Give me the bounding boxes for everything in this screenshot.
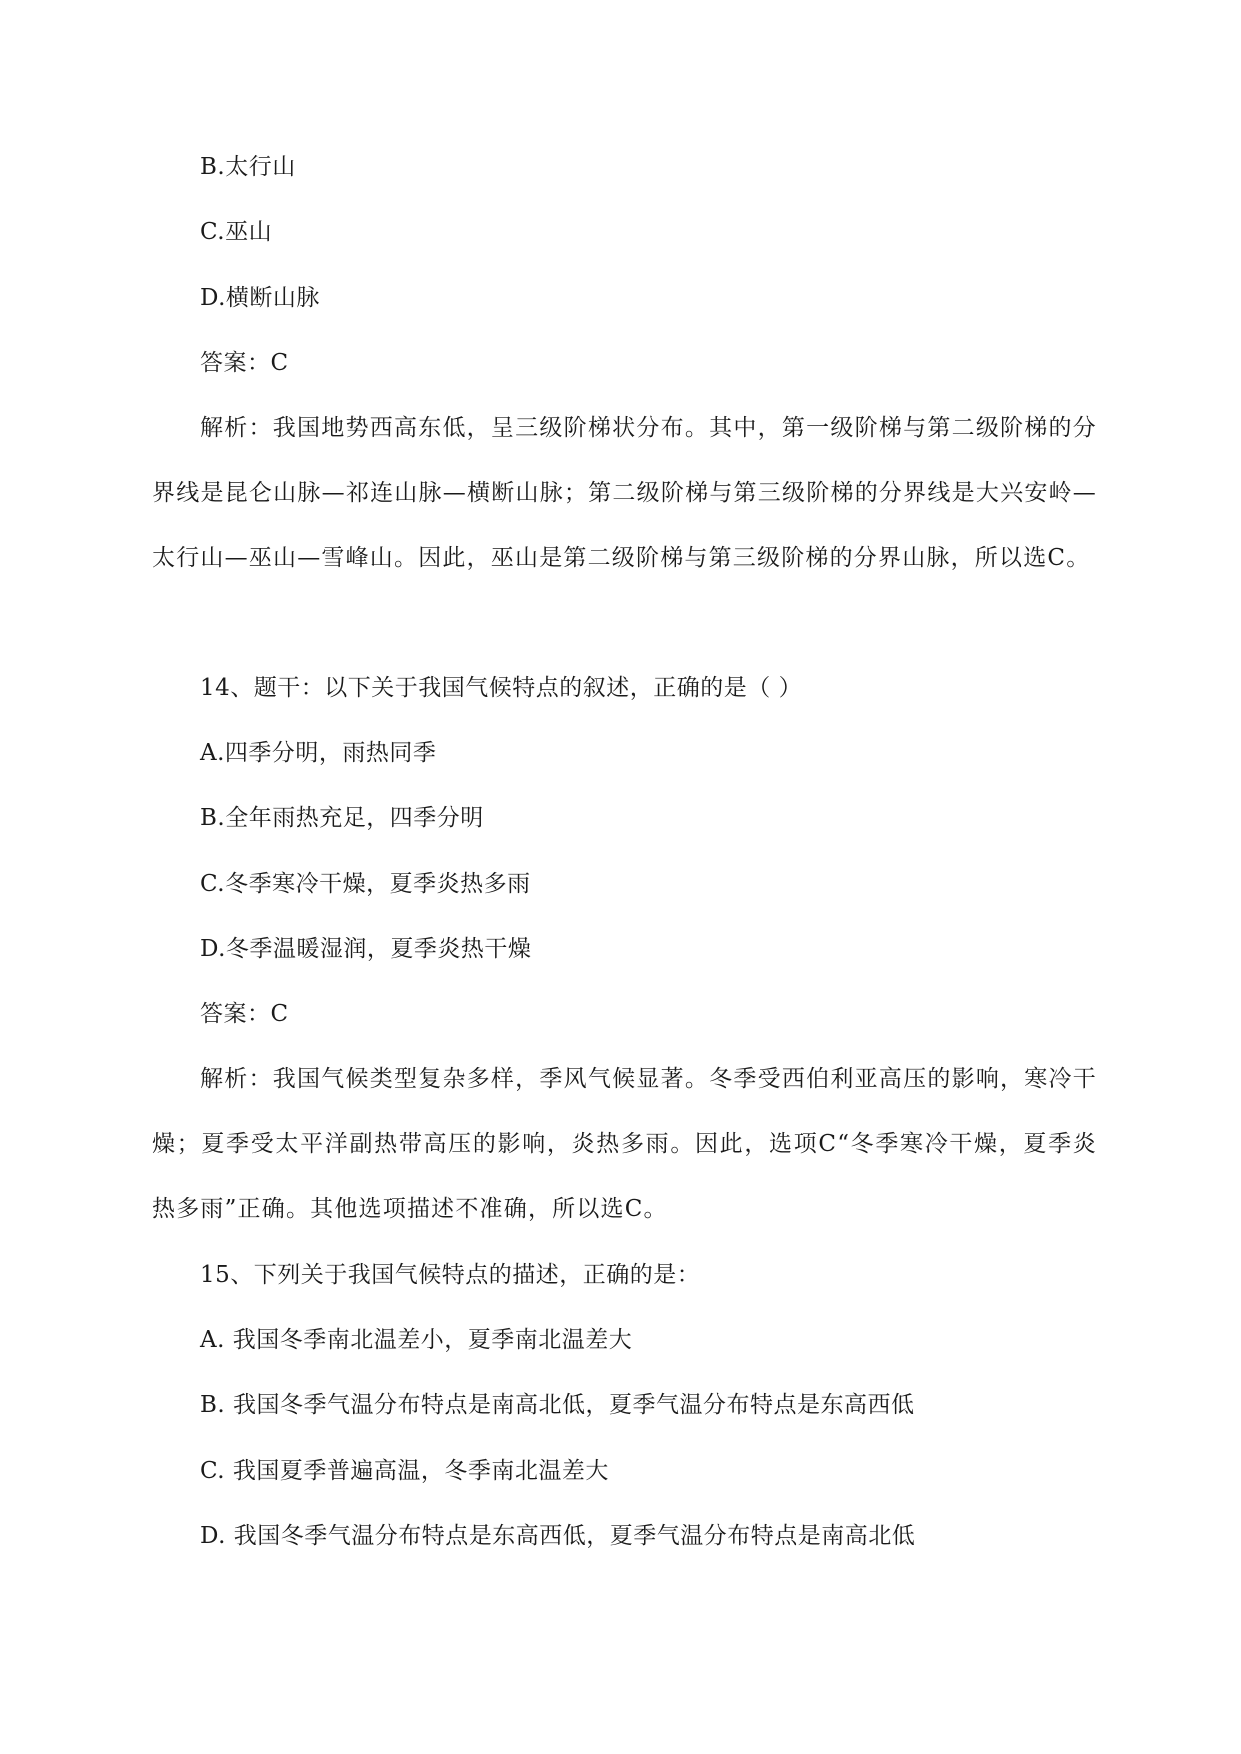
- q13-option-d: D.横断山脉: [200, 285, 320, 311]
- q13-option-b: B.太行山: [200, 154, 296, 180]
- q15-option-a: A. 我国冬季南北温差小，夏季南北温差大: [200, 1327, 633, 1353]
- q14-stem: 14、题干：以下关于我国气候特点的叙述，正确的是（ ）: [200, 675, 803, 701]
- q13-option-c: C.巫山: [200, 219, 273, 245]
- q14-option-c: C.冬季寒冷干燥，夏季炎热多雨: [200, 871, 531, 897]
- q15-option-d: D. 我国冬季气温分布特点是东高西低，夏季气温分布特点是南高北低: [200, 1523, 916, 1549]
- q14-answer: 答案：C: [200, 1001, 289, 1027]
- q14-option-b: B.全年雨热充足，四季分明: [200, 805, 484, 831]
- q15-stem: 15、下列关于我国气候特点的描述，正确的是：: [200, 1262, 701, 1288]
- q15-option-c: C. 我国夏季普遍高温，冬季南北温差大: [200, 1458, 609, 1484]
- q14-analysis: 解析：我国气候类型复杂多样，季风气候显著。冬季受西伯利亚高压的影响，寒冷干燥；夏季受太平洋副热带高压的影响，炎热多雨。因此，选项C“冬季寒冷干燥，夏季炎热多雨”正确。其他选项描述不准确，所以选C。: [152, 1066, 1097, 1222]
- q14-option-d: D.冬季温暖湿润，夏季炎热干燥: [200, 936, 532, 962]
- q15-option-b: B. 我国冬季气温分布特点是南高北低，夏季气温分布特点是东高西低: [200, 1392, 915, 1418]
- q14-option-a: A.四季分明，雨热同季: [200, 740, 437, 766]
- q13-analysis: 解析：我国地势西高东低，呈三级阶梯状分布。其中，第一级阶梯与第二级阶梯的分界线是昆仑山脉—祁连山脉—横断山脉；第二级阶梯与第三级阶梯的分界线是大兴安岭—太行山—巫山—雪峰山。因此，巫山是第二级阶梯与第三级阶梯的分界山脉，所以选C。: [152, 415, 1097, 571]
- q13-answer: 答案：C: [200, 350, 289, 376]
